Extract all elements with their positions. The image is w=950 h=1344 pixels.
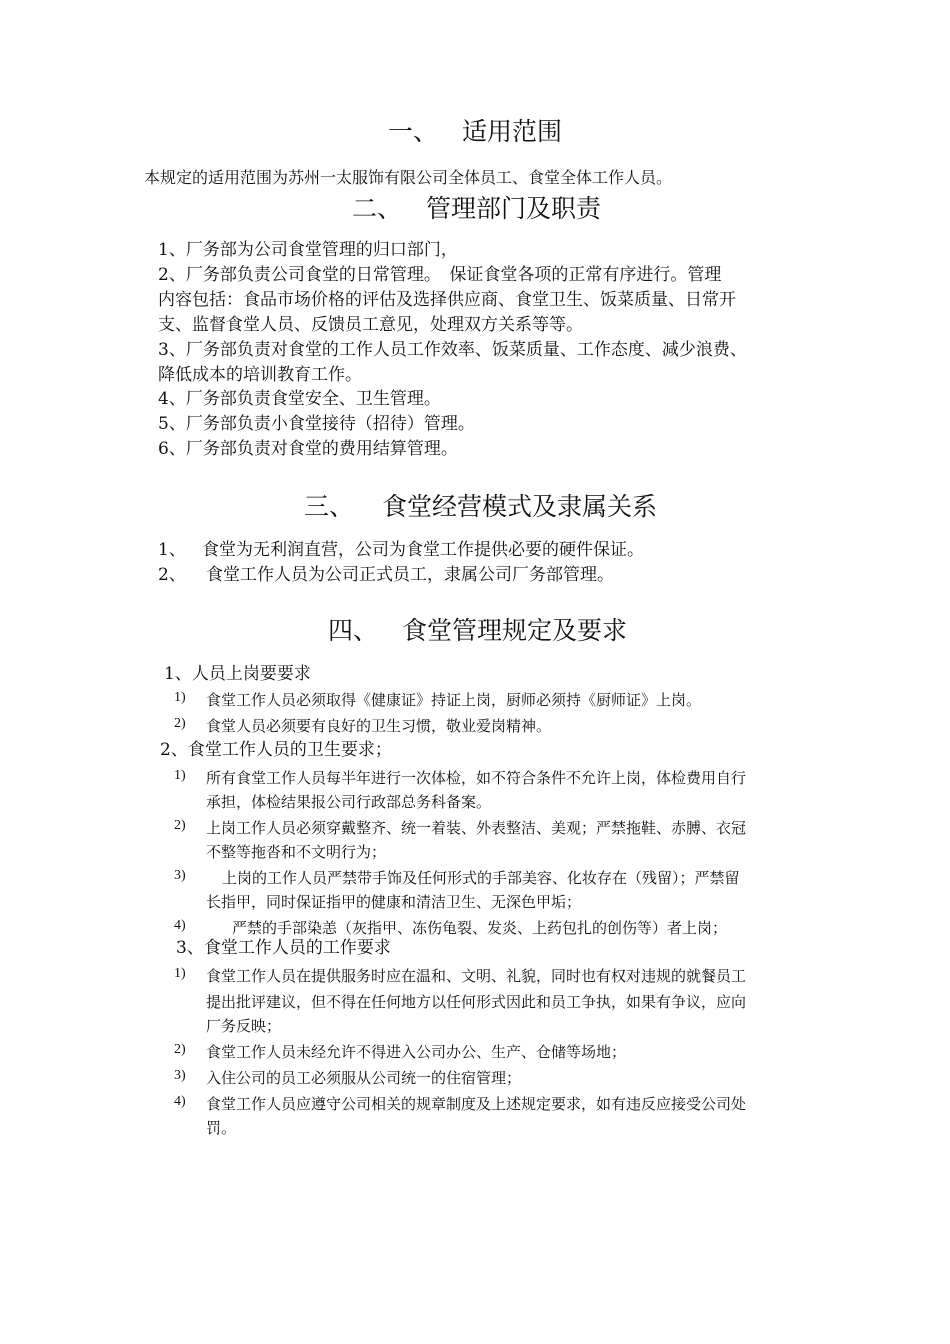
list-number: 4) — [174, 1094, 186, 1109]
list-number: 2) — [174, 716, 186, 731]
section-2-line: 3、厂务部负责对食堂的工作人员工作效率、饭菜质量、工作态度、减少浪费、 — [158, 340, 747, 360]
section-1-number: 一、 — [388, 117, 439, 146]
subsection-1-title: 1、人员上岗要要求 — [164, 664, 311, 684]
list-item-text: 长指甲，同时保证指甲的健康和清洁卫生、无深色甲垢； — [206, 893, 582, 911]
section-2-line: 1、厂务部为公司食堂管理的归口部门， — [158, 240, 458, 260]
section-2-number: 二、 — [352, 194, 403, 223]
list-number: 3) — [174, 868, 186, 883]
list-number: 1) — [174, 966, 186, 981]
section-3-item-text: 食堂为无利润直营，公司为食堂工作提供必要的硬件保证。 — [202, 540, 644, 560]
section-2-line: 2、厂务部负责公司食堂的日常管理。 保证食堂各项的正常有序进行。管理 — [158, 265, 722, 285]
list-number: 4) — [174, 918, 186, 933]
list-number: 2) — [174, 1042, 186, 1057]
section-1-text: 本规定的适用范围为苏州一太服饰有限公司全体员工、食堂全体工作人员。 — [144, 168, 673, 187]
list-item-text: 食堂工作人员必须取得《健康证》持证上岗，厨师必须持《厨师证》上岗。 — [206, 691, 702, 709]
section-2-line: 降低成本的培训教育工作。 — [158, 365, 362, 385]
section-1-title: 适用范围 — [462, 117, 563, 146]
list-number: 1) — [174, 690, 186, 705]
section-3-title: 食堂经营模式及隶属关系 — [382, 492, 658, 521]
section-2-title: 管理部门及职责 — [426, 194, 602, 223]
section-3-item-number: 1、 — [158, 540, 186, 560]
list-number: 2) — [174, 818, 186, 833]
section-4-heading — [328, 615, 627, 647]
section-2-line: 内容包括：食品市场价格的评估及选择供应商、食堂卫生、饭菜质量、日常开 — [158, 290, 736, 310]
section-3-number: 三、 — [304, 492, 355, 521]
list-item-text: 食堂工作人员未经允许不得进入公司办公、生产、仓储等场地； — [206, 1043, 627, 1061]
list-item-text: 上岗的工作人员严禁带手饰及任何形式的手部美容、化妆存在（残留）；严禁留 — [222, 869, 740, 887]
section-2-line: 支、监督食堂人员、反馈员工意见，处理双方关系等等。 — [158, 315, 583, 335]
list-item-text: 厂务反映； — [206, 1017, 282, 1035]
section-2-heading — [352, 193, 601, 225]
list-number: 1) — [174, 768, 186, 783]
subsection-2-title: 2、食堂工作人员的卫生要求； — [160, 740, 392, 760]
list-item-text: 入住公司的员工必须服从公司统一的住宿管理； — [206, 1069, 522, 1087]
section-2-line: 6、厂务部负责对食堂的费用结算管理。 — [158, 439, 458, 459]
list-item-text: 所有食堂工作人员每半年进行一次体检，如不符合条件不允许上岗，体检费用自行 — [206, 769, 747, 787]
list-item-text: 食堂工作人员应遵守公司相关的规章制度及上述规定要求，如有违反应接受公司处 — [206, 1095, 747, 1113]
list-item-text: 提出批评建议，但不得在任何地方以任何形式因此和员工争执，如果有争议，应向 — [206, 993, 747, 1011]
list-item-text: 食堂工作人员在提供服务时应在温和、文明、礼貌，同时也有权对违规的就餐员工 — [206, 967, 747, 985]
section-3-heading — [304, 491, 657, 523]
section-1-heading — [388, 116, 562, 148]
section-4-number: 四、 — [328, 616, 379, 645]
section-2-line: 4、厂务部负责食堂安全、卫生管理。 — [158, 389, 441, 409]
list-item-text: 不整等拖沓和不文明行为； — [206, 843, 387, 861]
section-3-item-text: 食堂工作人员为公司正式员工，隶属公司厂务部管理。 — [206, 565, 614, 585]
section-4-title: 食堂管理规定及要求 — [402, 616, 628, 645]
list-number: 3) — [174, 1068, 186, 1083]
section-2-line: 5、厂务部负责小食堂接待（招待）管理。 — [158, 414, 475, 434]
list-item-text: 罚。 — [206, 1119, 237, 1137]
list-item-text: 承担，体检结果报公司行政部总务科备案。 — [206, 793, 492, 811]
list-item-text: 上岗工作人员必须穿戴整齐、统一着装、外表整洁、美观；严禁拖鞋、赤膊、衣冠 — [206, 819, 747, 837]
section-3-item-number: 2、 — [158, 565, 186, 585]
list-item-text: 食堂人员必须要有良好的卫生习惯，敬业爱岗精神。 — [206, 717, 552, 735]
list-item-text: 严禁的手部染恙（灰指甲、冻伤龟裂、发炎、上药包扎的创伤等）者上岗； — [232, 919, 728, 937]
subsection-3-title: 3、食堂工作人员的工作要求 — [176, 938, 391, 958]
